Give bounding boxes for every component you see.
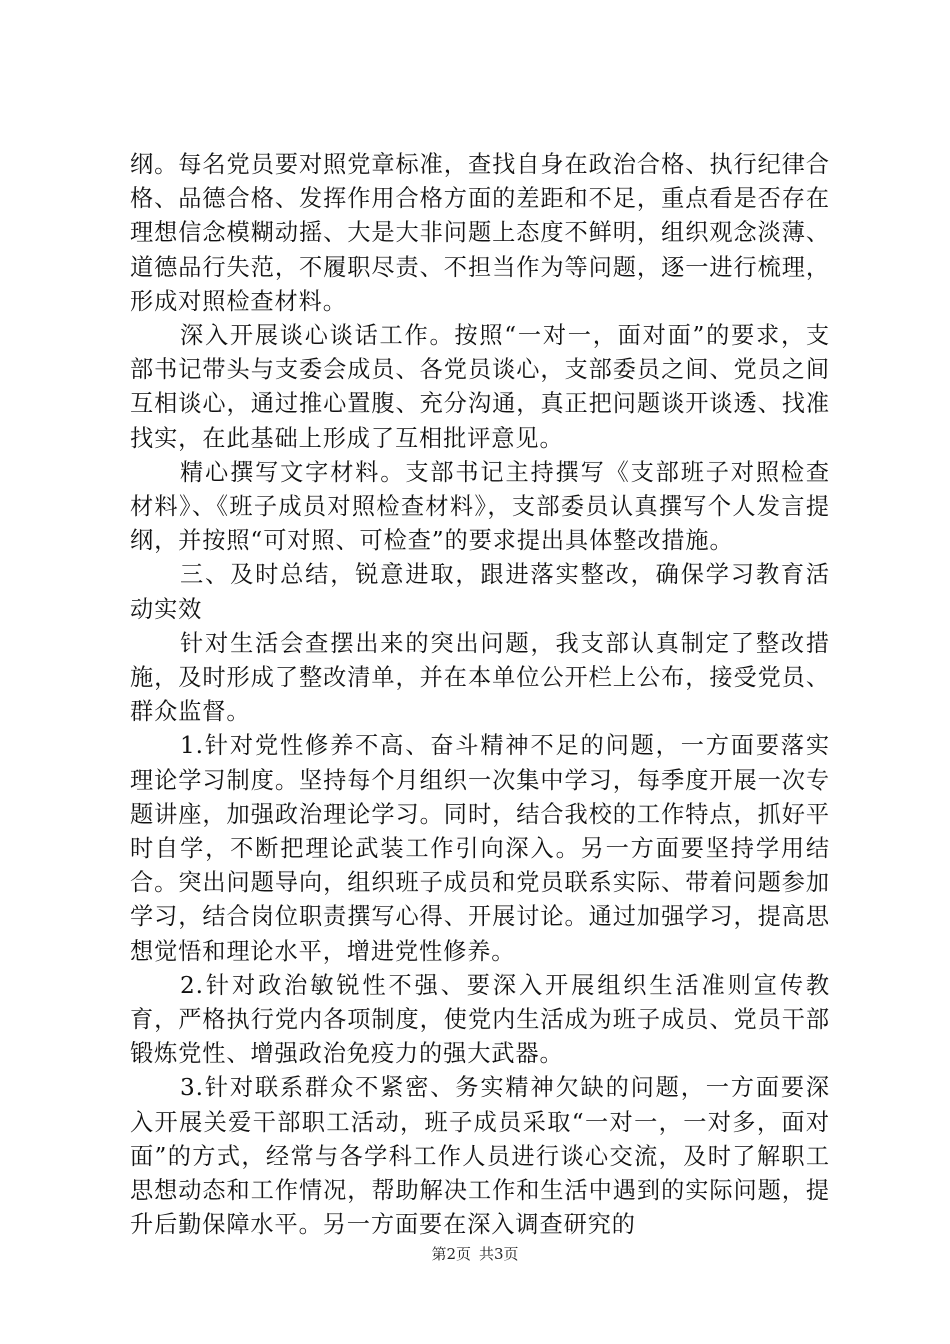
paragraph-2: 深入开展谈心谈话工作。按照“一对一，面对面”的要求，支部书记带头与支委会成员、各党员谈心，支部委员之间、党员之间互相谈心，通过推心置腹、充分沟通，真正把问题谈开谈透、找准找实，在此基础上形成了互相批评意见。: [130, 322, 830, 452]
paragraph-1: 纲。每名党员要对照党章标准，查找自身在政治合格、执行纪律合格、品德合格、发挥作用合格方面的差距和不足，重点看是否存在理想信念模糊动摇、大是大非问题上态度不鲜明，组织观念淡薄、道德品行失范，不履职尽责、不担当作为等问题，逐一进行梳理，形成对照检查材料。: [130, 151, 830, 315]
paragraph-item-3: 3.针对联系群众不紧密、务实精神欠缺的问题，一方面要深入开展关爱干部职工活动，班子成员采取“一对一，一对多，面对面”的方式，经常与各学科工作人员进行谈心交流，及时了解职工思想动态和工作情况，帮助解决工作和生活中遇到的实际问题，提升后勤保障水平。另一方面要在深入调查研究的: [130, 1074, 830, 1239]
page-number: 第2页: [431, 1245, 471, 1263]
paragraph-item-1: 1.针对党性修养不高、奋斗精神不足的问题，一方面要落实理论学习制度。坚持每个月组织一次集中学习，每季度开展一次专题讲座，加强政治理论学习。同时，结合我校的工作特点，抓好平时自学，不断把理论武装工作引向深入。另一方面要坚持学用结合。突出问题导向，组织班子成员和党员联系实际、带着问题参加学习，结合岗位职责撰写心得、开展讨论。通过加强学习，提高思想觉悟和理论水平，增进党性修养。: [130, 732, 830, 965]
document-body: [130, 148, 830, 1243]
section-heading-3: 三、及时总结，锐意进取，跟进落实整改，确保学习教育活动实效: [130, 561, 830, 623]
paragraph-5: 针对生活会查摆出来的突出问题，我支部认真制定了整改措施，及时形成了整改清单，并在本单位公开栏上公布，接受党员、群众监督。: [130, 629, 830, 726]
paragraph-item-2: 2.针对政治敏锐性不强、要深入开展组织生活准则宣传教育，严格执行党内各项制度，使党内生活成为班子成员、党员干部锻炼党性、增强政治免疫力的强大武器。: [130, 971, 830, 1068]
page-total: 共3页: [479, 1245, 519, 1263]
page-footer: [0, 1244, 950, 1264]
paragraph-3: 精心撰写文字材料。支部书记主持撰写《支部班子对照检查材料》、《班子成员对照检查材料》，支部委员认真撰写个人发言提纲，并按照“可对照、可检查”的要求提出具体整改措施。: [130, 458, 830, 555]
